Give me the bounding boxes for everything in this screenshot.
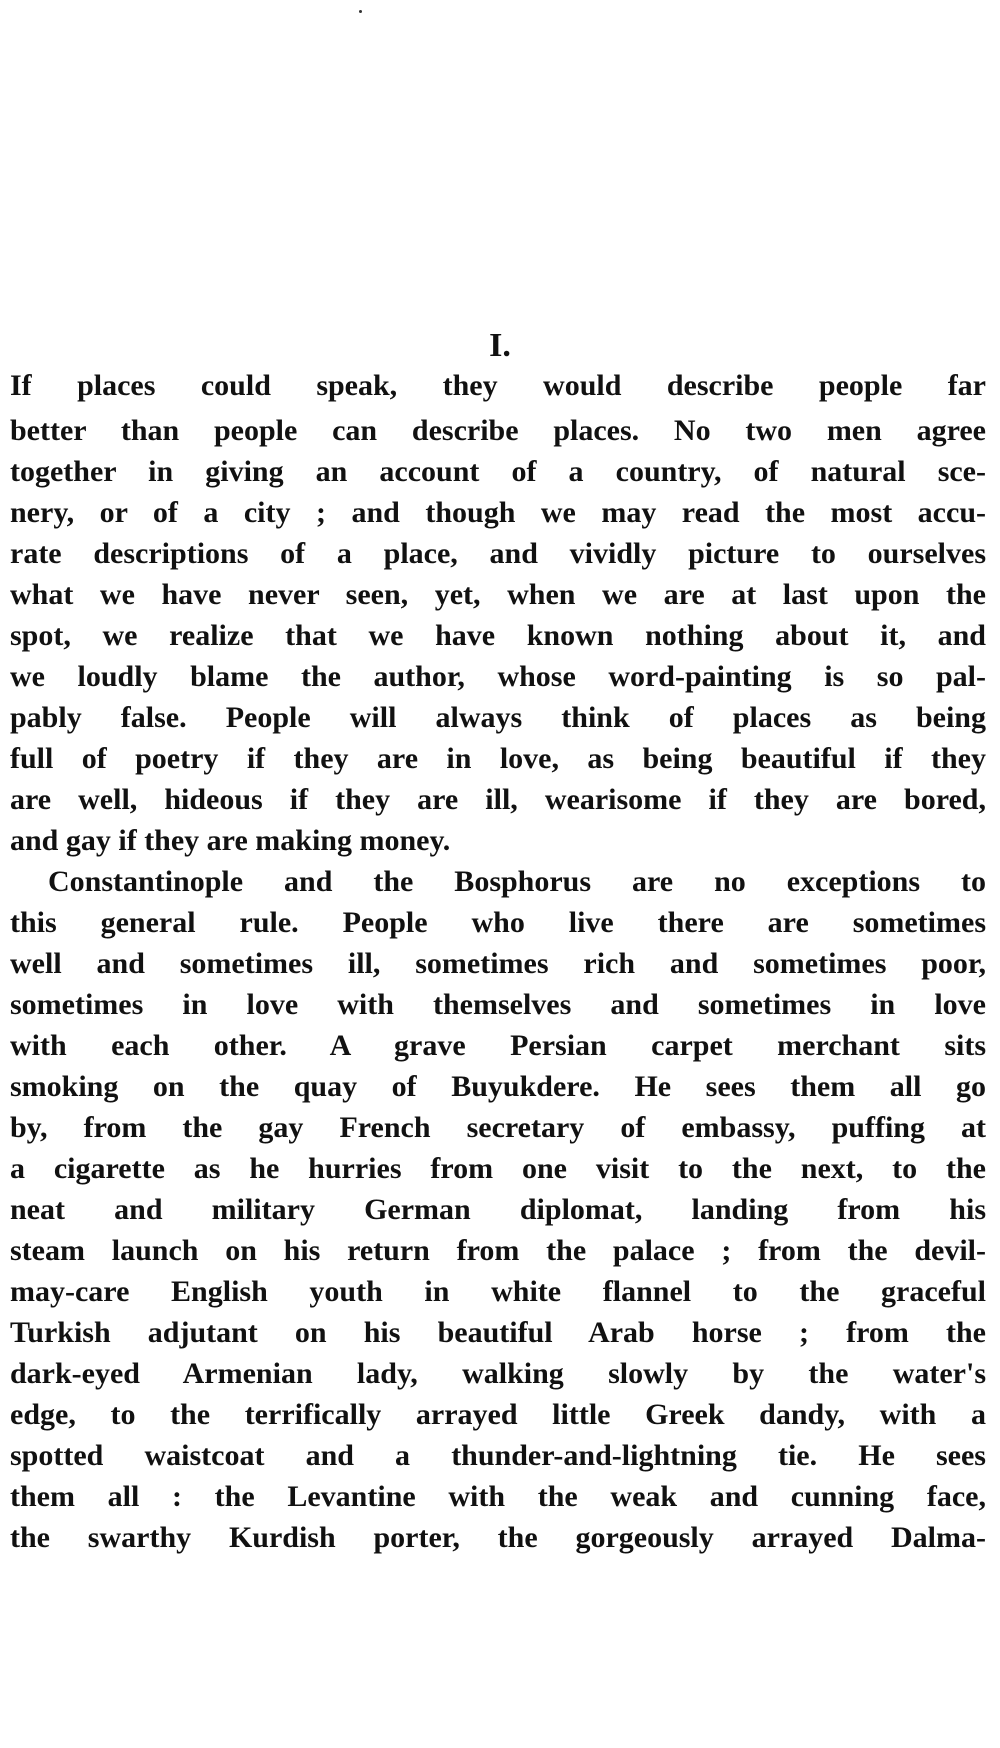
text-line: steam launch on his return from the palace ; from the devil- [10, 1234, 986, 1267]
text-line: rate descriptions of a place, and vividly picture to ourselves [10, 537, 986, 570]
text-line: Constantinople and the Bosphorus are no exceptions to [48, 865, 986, 898]
text-line: If places could speak, they would describe people far [10, 369, 986, 402]
text-line: may-care English youth in white flannel to the graceful [10, 1275, 986, 1308]
text-line: by, from the gay French secretary of embassy, puffing at [10, 1111, 986, 1144]
text-line: this general rule. People who live there are sometimes [10, 906, 986, 939]
text-line: better than people can describe places. No two men agree [10, 414, 986, 447]
text-line: pably false. People will always think of places as being [10, 701, 986, 734]
text-line: nery, or of a city ; and though we may read the most accu- [10, 496, 986, 529]
text-line: spot, we realize that we have known nothing about it, and [10, 619, 986, 652]
ink-speck [359, 10, 362, 13]
text-line: sometimes in love with themselves and sometimes in love [10, 988, 986, 1021]
text-line: with each other. A grave Persian carpet merchant sits [10, 1029, 986, 1062]
text-line: a cigarette as he hurries from one visit to the next, to the [10, 1152, 986, 1185]
text-line: spotted waistcoat and a thunder-and-lightning tie. He sees [10, 1439, 986, 1472]
text-line: what we have never seen, yet, when we are at last upon the [10, 578, 986, 611]
text-line: Turkish adjutant on his beautiful Arab horse ; from the [10, 1316, 986, 1349]
text-line: dark-eyed Armenian lady, walking slowly by the water's [10, 1357, 986, 1390]
text-line: neat and military German diplomat, landing from his [10, 1193, 986, 1226]
text-line: and gay if they are making money. [10, 824, 451, 857]
text-line: we loudly blame the author, whose word-painting is so pal- [10, 660, 986, 693]
text-line: full of poetry if they are in love, as being beautiful if they [10, 742, 986, 775]
text-line: edge, to the terrifically arrayed little Greek dandy, with a [10, 1398, 986, 1431]
text-line: together in giving an account of a country, of natural sce- [10, 455, 986, 488]
chapter-number: I. [489, 327, 511, 364]
text-line: smoking on the quay of Buyukdere. He sees them all go [10, 1070, 986, 1103]
text-line: are well, hideous if they are ill, wearisome if they are bored, [10, 783, 986, 816]
text-line: the swarthy Kurdish porter, the gorgeously arrayed Dalma- [10, 1521, 986, 1554]
text-line: them all : the Levantine with the weak and cunning face, [10, 1480, 986, 1513]
text-line: well and sometimes ill, sometimes rich and sometimes poor, [10, 947, 986, 980]
